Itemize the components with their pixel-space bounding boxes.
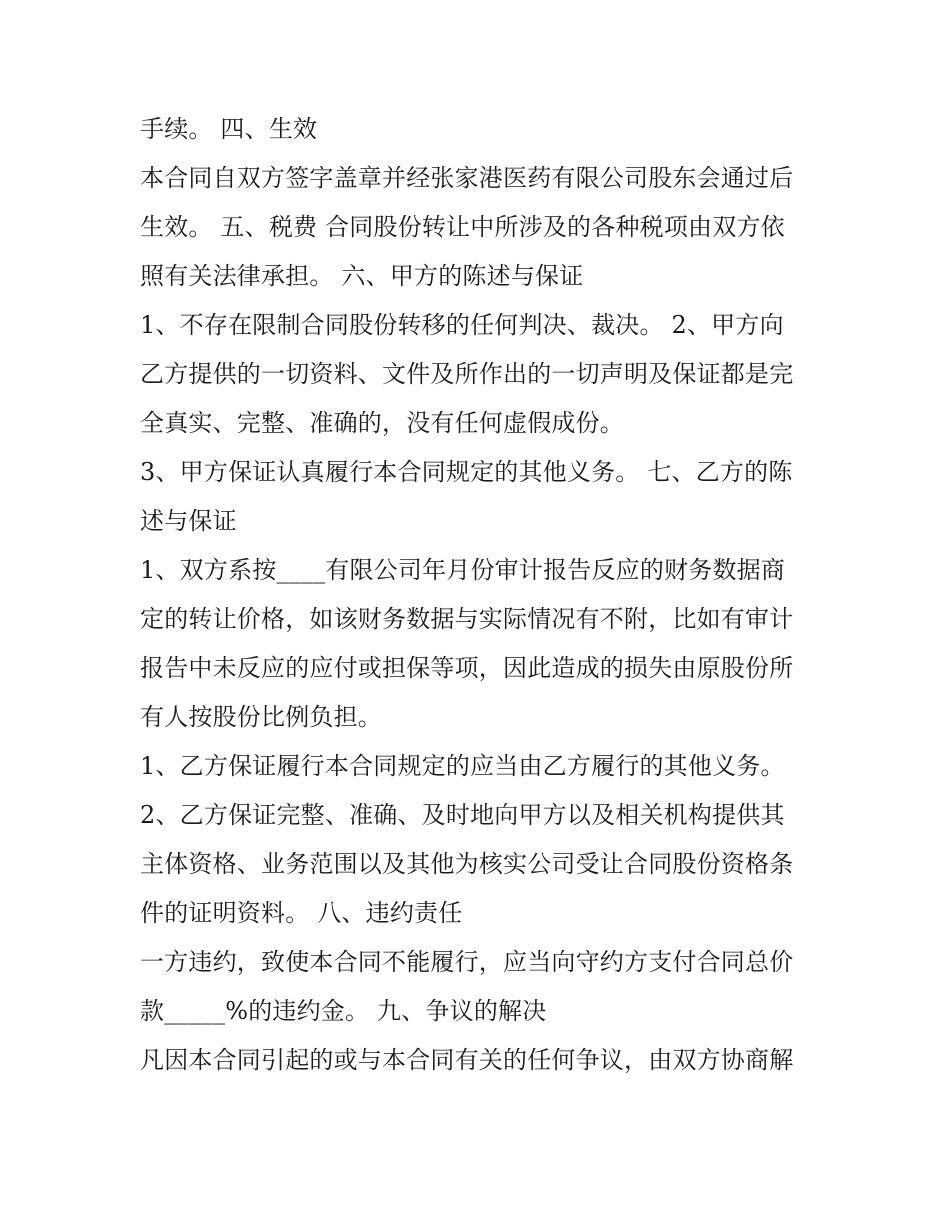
text-line: 全真实、完整、准确的，没有任何虚假成份。 xyxy=(140,409,624,437)
text-line: 报告中未反应的应付或担保等项，因此造成的损失由原股份所 xyxy=(140,654,794,682)
text-line: 本合同自双方签字盖章并经张家港医药有限公司股东会通过后 xyxy=(140,164,794,192)
text-line: 有人按股份比例负担。 xyxy=(140,703,382,731)
text-line: 乙方提供的一切资料、文件及所作出的一切声明及保证都是完 xyxy=(140,360,794,388)
text-line: 1、不存在限制合同股份转移的任何判决、裁决。 2、甲方向 xyxy=(140,311,784,339)
text-line: 一方违约，致使本合同不能履行，应当向守约方支付合同总价 xyxy=(140,948,794,976)
text-line: 述与保证 xyxy=(140,507,237,535)
text-line: 定的转让价格，如该财务数据与实际情况有不附，比如有审计 xyxy=(140,605,794,633)
text-line: 1、双方系按____有限公司年月份审计报告反应的财务数据商 xyxy=(140,556,786,584)
text-line: 生效。 五、税费 合同股份转让中所涉及的各种税项由双方依 xyxy=(140,213,785,241)
text-line: 2、乙方保证完整、准确、及时地向甲方以及相关机构提供其 xyxy=(140,801,785,829)
text-line: 主体资格、业务范围以及其他为核实公司受让合同股份资格条 xyxy=(140,850,794,878)
text-line: 件的证明资料。 八、违约责任 xyxy=(140,899,463,927)
text-line: 手续。 四、生效 xyxy=(140,115,318,143)
document-body xyxy=(140,108,820,1082)
text-line: 照有关法律承担。 六、甲方的陈述与保证 xyxy=(140,262,584,290)
text-line: 1、乙方保证履行本合同规定的应当由乙方履行的其他义务。 xyxy=(140,752,785,780)
text-line: 3、甲方保证认真履行本合同规定的其他义务。 七、乙方的陈 xyxy=(140,458,793,486)
text-line: 凡因本合同引起的或与本合同有关的任何争议，由双方协商解 xyxy=(140,1046,794,1074)
text-line: 款_____%的违约金。 九、争议的解决 xyxy=(140,997,547,1025)
